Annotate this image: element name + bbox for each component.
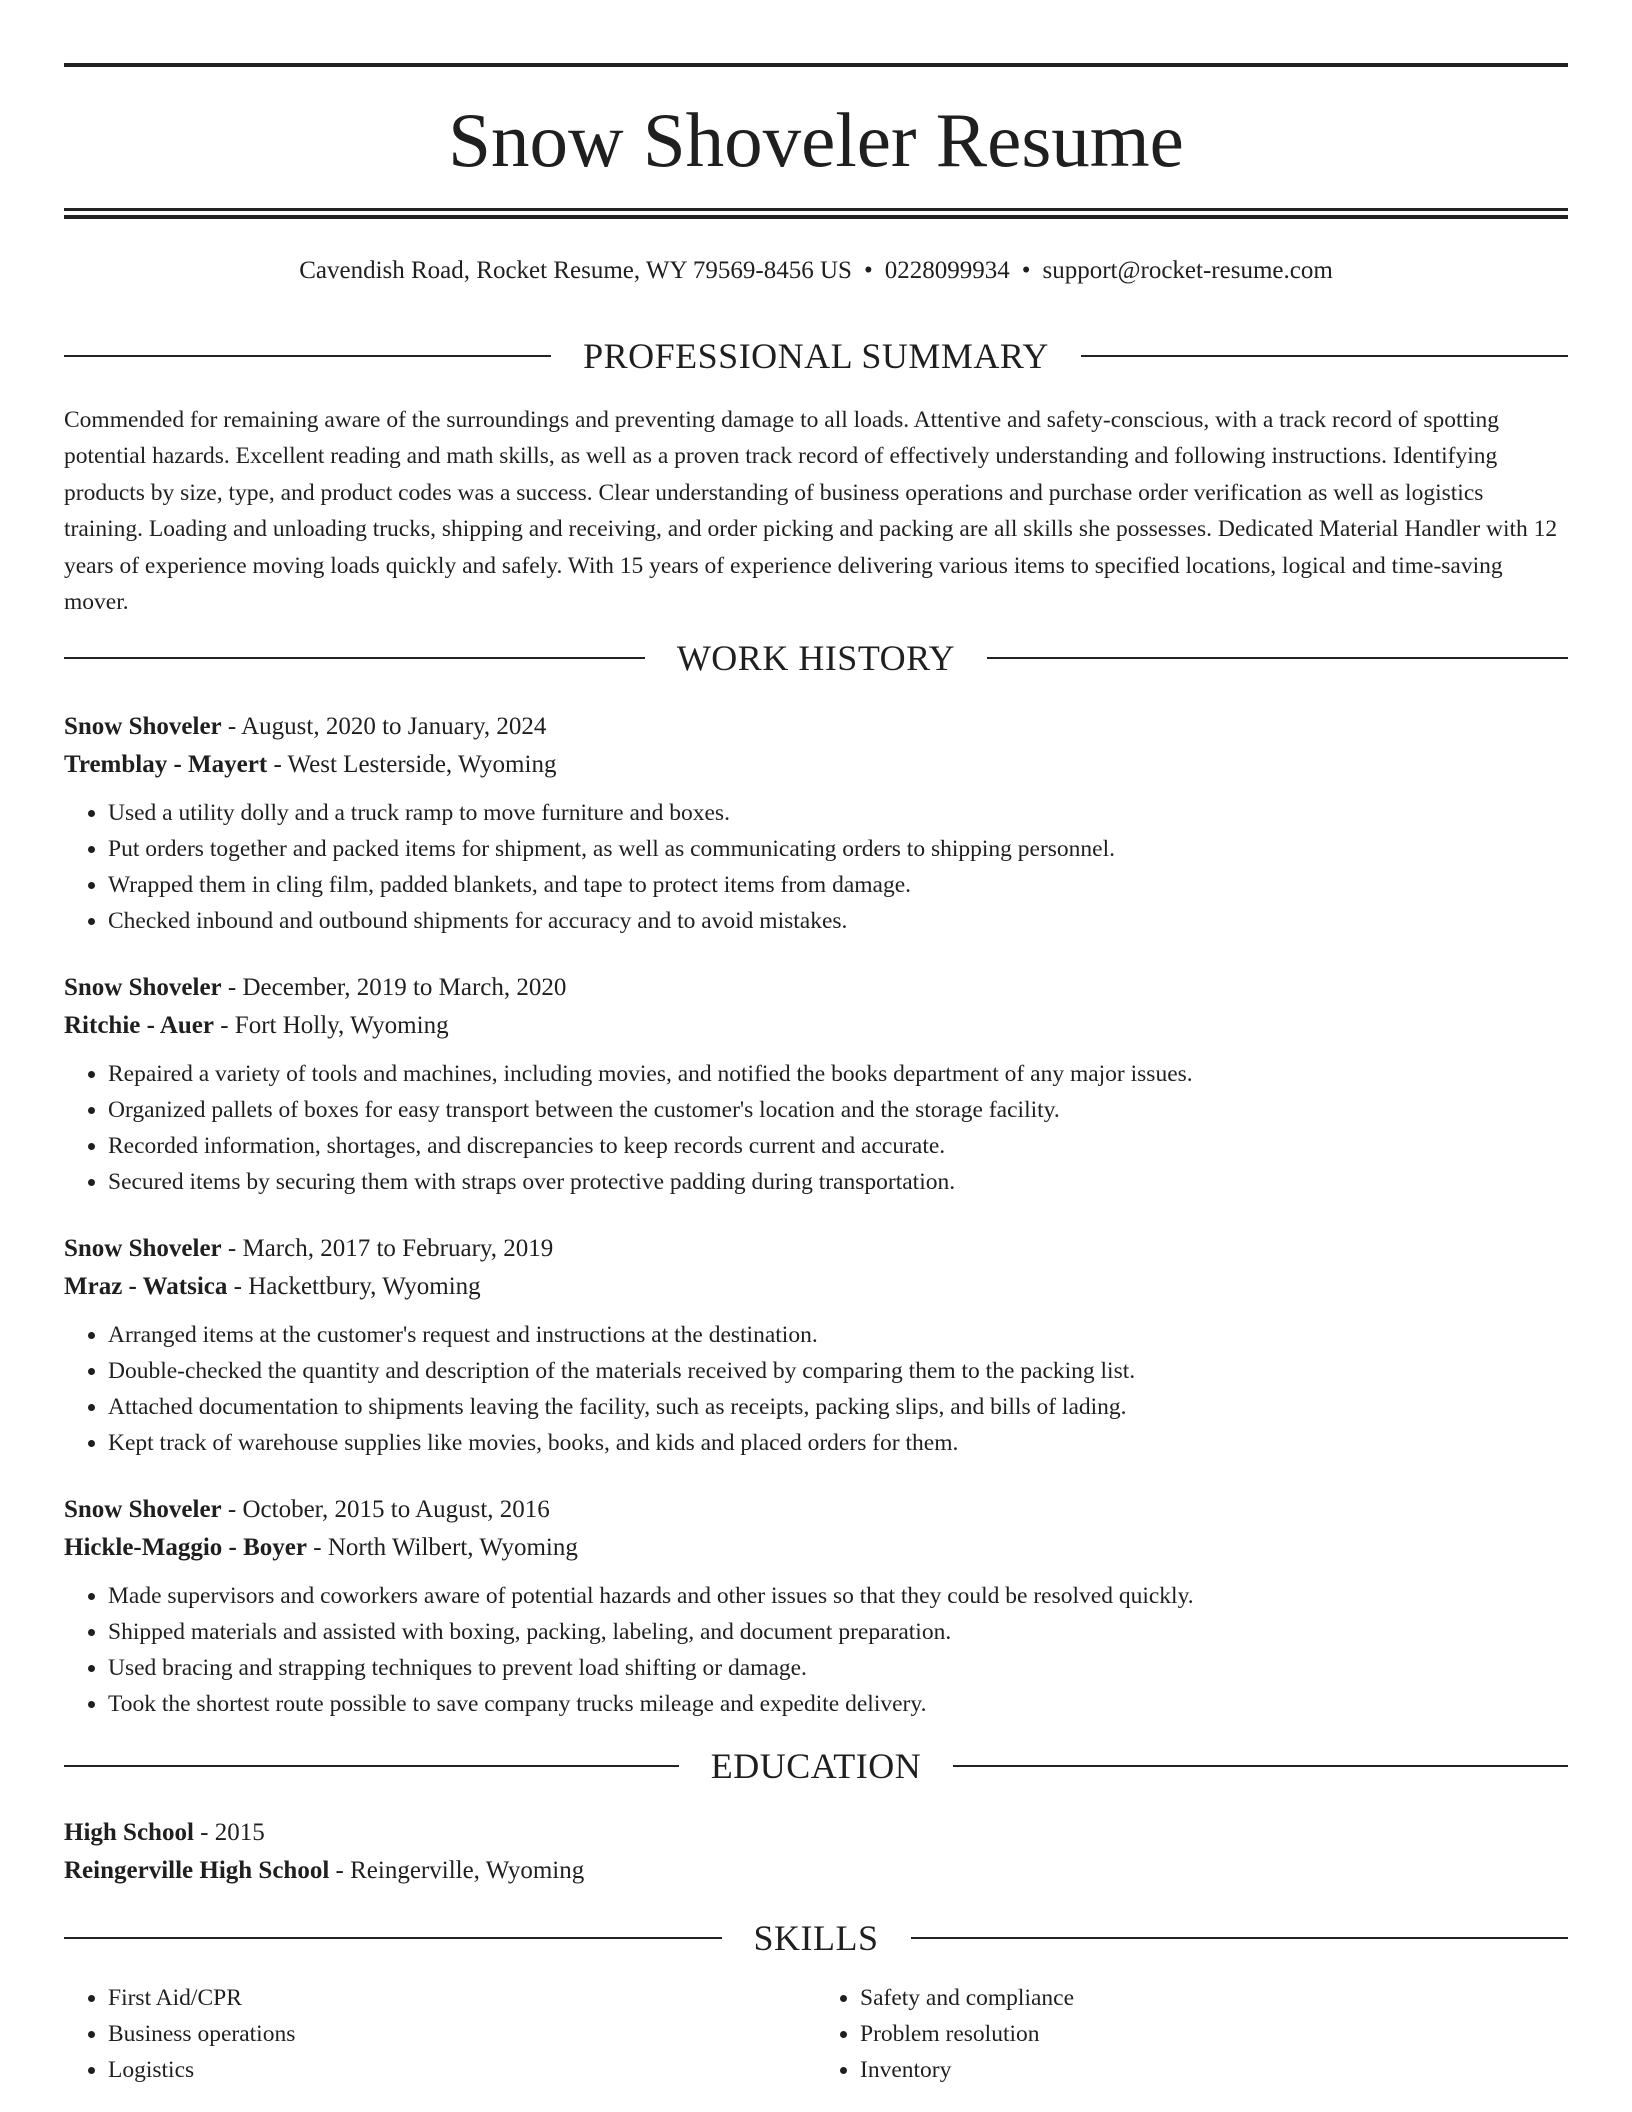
job-entry	[64, 708, 1568, 939]
job-location: - North Wilbert, Wyoming	[307, 1534, 578, 1562]
heading-rule-left	[64, 1765, 679, 1767]
skills-column-left	[64, 1980, 816, 2088]
job-title-line	[64, 969, 1568, 1007]
job-title-line	[64, 1491, 1568, 1529]
job-title-line	[64, 1230, 1568, 1268]
job-entry	[64, 969, 1568, 1200]
section-heading-summary	[64, 328, 1568, 384]
list-item: • Used bracing and strapping techniques to prevent load shifting or damage.	[108, 1650, 1568, 1686]
list-item: • Organized pallets of boxes for easy transport between the customer's location and the storage facility.	[108, 1092, 1568, 1128]
job-duties	[64, 1056, 1568, 1200]
job-location: - Hackettbury, Wyoming	[227, 1273, 481, 1301]
degree: High School	[64, 1819, 194, 1847]
contact-separator: •	[863, 257, 873, 284]
heading-rule-right	[953, 1765, 1568, 1767]
job-title: Snow Shoveler	[64, 1235, 222, 1263]
skill-item: • Problem resolution	[860, 2016, 1568, 2052]
job-company: Tremblay - Mayert	[64, 751, 268, 779]
job-title: Snow Shoveler	[64, 1496, 222, 1524]
resume-body	[64, 328, 1568, 2088]
school-location: - Reingerville, Wyoming	[329, 1857, 585, 1885]
list-item: • Secured items by securing them with straps over protective padding during transportation.	[108, 1164, 1568, 1200]
job-company-line	[64, 746, 1568, 784]
resume-title: Snow Shoveler Resume	[448, 97, 1184, 183]
heading-rule-right	[911, 1937, 1569, 1939]
list-item: • Kept track of warehouse supplies like movies, books, and kids and placed orders for them.	[108, 1425, 1568, 1461]
job-company-line	[64, 1007, 1568, 1045]
heading-rule-right	[1081, 355, 1568, 357]
job-location: - Fort Holly, Wyoming	[213, 1012, 449, 1040]
job-title: Snow Shoveler	[64, 713, 222, 741]
job-location: - West Lesterside, Wyoming	[267, 751, 557, 779]
contact-phone: 0228099934	[884, 257, 1010, 284]
list-item: • Arranged items at the customer's request and instructions at the destination.	[108, 1317, 1568, 1353]
section-title: WORK HISTORY	[676, 638, 956, 679]
list-item: • Put orders together and packed items for shipment, as well as communicating orders to shipping personnel.	[108, 831, 1568, 867]
job-dates: - December, 2019 to March, 2020	[221, 974, 567, 1002]
contact-line	[64, 254, 1568, 288]
contact-separator: •	[1021, 257, 1031, 284]
skill-item: • Inventory	[860, 2052, 1568, 2088]
job-entry	[64, 1491, 1568, 1722]
contact-email: support@rocket-resume.com	[1042, 257, 1333, 284]
education-entry	[64, 1814, 1568, 1890]
job-company: Hickle-Maggio - Boyer	[64, 1534, 307, 1562]
job-duties	[64, 795, 1568, 939]
list-item: • Attached documentation to shipments leaving the facility, such as receipts, packing slips, and bills of lading.	[108, 1389, 1568, 1425]
list-item: • Shipped materials and assisted with boxing, packing, labeling, and document preparation.	[108, 1614, 1568, 1650]
section-heading-education	[64, 1738, 1568, 1794]
degree-line	[64, 1814, 1568, 1852]
job-title-line	[64, 708, 1568, 746]
section-title: PROFESSIONAL SUMMARY	[583, 336, 1049, 376]
list-item: • Repaired a variety of tools and machines, including movies, and notified the books department of any major issues.	[108, 1056, 1568, 1092]
skill-item: • Business operations	[108, 2016, 816, 2052]
title-rule-upper	[64, 208, 1568, 211]
job-company-line	[64, 1268, 1568, 1306]
job-dates: - March, 2017 to February, 2019	[221, 1235, 554, 1263]
top-rule	[64, 63, 1568, 67]
section-heading-work	[64, 630, 1568, 686]
job-dates: - October, 2015 to August, 2016	[221, 1496, 550, 1524]
title-rule-lower	[64, 215, 1568, 219]
skills-list	[64, 1980, 1568, 2088]
list-item: • Double-checked the quantity and description of the materials received by comparing them to the packing list.	[108, 1353, 1568, 1389]
section-heading-skills	[64, 1910, 1568, 1966]
list-item: • Took the shortest route possible to save company trucks mileage and expedite delivery.	[108, 1686, 1568, 1722]
school-line	[64, 1852, 1568, 1890]
skills-column-right	[816, 1980, 1568, 2088]
skill-item: • Safety and compliance	[860, 1980, 1568, 2016]
skill-item: • First Aid/CPR	[108, 1980, 816, 2016]
job-company: Mraz - Watsica	[64, 1273, 228, 1301]
skill-item: • Logistics	[108, 2052, 816, 2088]
graduation-year: - 2015	[193, 1819, 265, 1847]
job-company-line	[64, 1529, 1568, 1567]
school-name: Reingerville High School	[64, 1857, 330, 1885]
heading-rule-left	[64, 355, 551, 357]
job-duties	[64, 1578, 1568, 1722]
job-dates: - August, 2020 to January, 2024	[221, 713, 547, 741]
summary-text: Commended for remaining aware of the surroundings and preventing damage to all loads. Attentive and safety-conscious, with a track record of spotting potential hazards. Excellent reading and math skills, as well as a proven track record of effectively understanding and following instructions. Identifying products by size, type, and product codes was a success. Clear understanding of business operations and purchase order verification as well as logistics training. Loading and unloading trucks, shipping and receiving, and order picking and packing are all skills she possesses. Dedicated Material Handler with 12 years of experience moving loads quickly and safely. With 15 years of experience delivering various items to specified locations, logical and time-saving mover.	[64, 407, 1558, 616]
list-item: • Recorded information, shortages, and discrepancies to keep records current and accurate.	[108, 1128, 1568, 1164]
heading-rule-left	[64, 657, 645, 659]
list-item: • Wrapped them in cling film, padded blankets, and tape to protect items from damage.	[108, 867, 1568, 903]
job-title: Snow Shoveler	[64, 974, 222, 1002]
heading-rule-right	[987, 657, 1568, 659]
list-item: • Used a utility dolly and a truck ramp to move furniture and boxes.	[108, 795, 1568, 831]
heading-rule-left	[64, 1937, 722, 1939]
job-entry	[64, 1230, 1568, 1461]
contact-address: Cavendish Road, Rocket Resume, WY 79569-8456 US	[299, 257, 852, 284]
section-title: SKILLS	[753, 1918, 879, 1959]
job-company: Ritchie - Auer	[64, 1012, 214, 1040]
list-item: • Made supervisors and coworkers aware of potential hazards and other issues so that they could be resolved quickly.	[108, 1578, 1568, 1614]
section-title: EDUCATION	[710, 1746, 922, 1787]
job-duties	[64, 1317, 1568, 1461]
list-item: • Checked inbound and outbound shipments for accuracy and to avoid mistakes.	[108, 903, 1568, 939]
